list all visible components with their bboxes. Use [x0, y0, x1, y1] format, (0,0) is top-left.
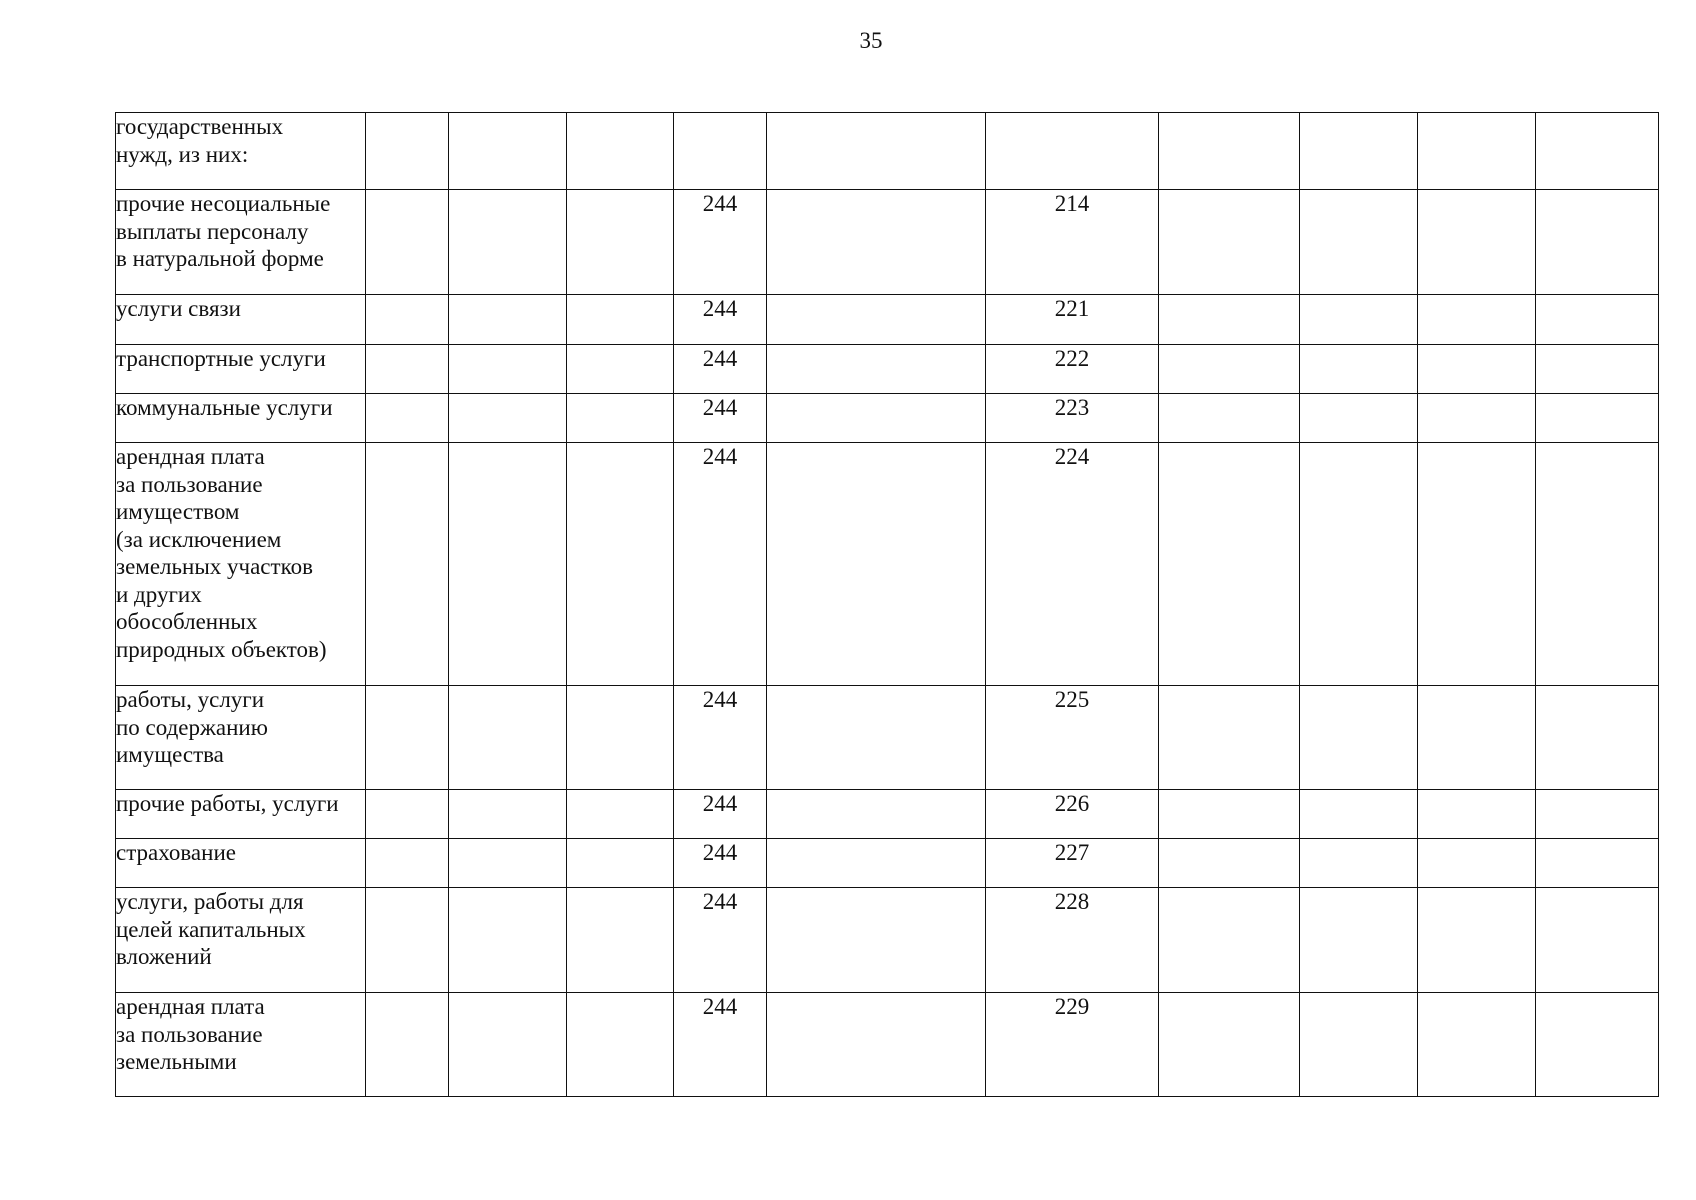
empty-cell: [449, 888, 567, 993]
row-name-line: работы, услуги: [116, 687, 265, 712]
row-name-line: по содержанию: [116, 714, 268, 740]
row-name-cell: [116, 839, 366, 888]
empty-cell: [1300, 295, 1418, 345]
empty-cell: [567, 790, 674, 839]
empty-cell: [1300, 839, 1418, 888]
empty-cell: [767, 443, 986, 686]
empty-cell: [1536, 839, 1659, 888]
spacer-cell: [366, 790, 449, 839]
empty-cell: [767, 394, 986, 443]
empty-cell: [1159, 190, 1300, 295]
kvr-code-cell: 244: [674, 295, 767, 345]
row-name-line: за пользование: [116, 1021, 263, 1047]
empty-cell: [1300, 790, 1418, 839]
empty-cell: [1536, 443, 1659, 686]
kosgu-code-cell: 227: [986, 839, 1159, 888]
empty-cell: [767, 686, 986, 790]
empty-cell: [1536, 394, 1659, 443]
spacer-cell: [366, 686, 449, 790]
table-row: [116, 295, 1659, 345]
page-number: 35: [859, 28, 883, 53]
row-name-cell: [116, 295, 366, 345]
kvr-code-cell: 244: [674, 190, 767, 295]
row-name-line: арендная плата: [116, 444, 265, 469]
row-name-cell: [116, 345, 366, 394]
row-name-line: коммунальные услуги: [116, 395, 333, 420]
empty-cell: [567, 888, 674, 993]
empty-cell: [1418, 993, 1536, 1097]
kvr-code-cell: 244: [674, 443, 767, 686]
empty-cell: [449, 839, 567, 888]
row-name-line: земельных участков: [116, 554, 313, 579]
empty-cell: [567, 345, 674, 394]
empty-cell: [449, 443, 567, 686]
row-name-line: выплаты персоналу: [116, 218, 309, 244]
empty-cell: [1159, 790, 1300, 839]
empty-cell: [1300, 888, 1418, 993]
empty-cell: [1536, 993, 1659, 1097]
row-name-cell: [116, 686, 366, 790]
empty-cell: [449, 394, 567, 443]
spacer-cell: [366, 394, 449, 443]
row-name-cell: [116, 190, 366, 295]
empty-cell: [767, 345, 986, 394]
table-row: [116, 993, 1659, 1097]
row-name-cell: [116, 993, 366, 1097]
row-name-line: страхование: [116, 840, 236, 865]
row-name-line: имуществом: [116, 499, 240, 524]
kvr-code-cell: [674, 113, 767, 190]
empty-cell: [1300, 190, 1418, 295]
empty-cell: [767, 790, 986, 839]
kvr-code-cell: 244: [674, 394, 767, 443]
empty-cell: [767, 295, 986, 345]
empty-cell: [449, 190, 567, 295]
empty-cell: [449, 345, 567, 394]
row-name-line: транспортные услуги: [116, 346, 326, 371]
empty-cell: [1418, 839, 1536, 888]
table-row: [116, 394, 1659, 443]
empty-cell: [1536, 790, 1659, 839]
empty-cell: [1418, 790, 1536, 839]
spacer-cell: [366, 443, 449, 686]
row-name-cell: [116, 394, 366, 443]
kosgu-code-cell: 229: [986, 993, 1159, 1097]
table-row: [116, 190, 1659, 295]
empty-cell: [1300, 394, 1418, 443]
row-name-line: обособленных: [116, 609, 258, 634]
kosgu-code-cell: 226: [986, 790, 1159, 839]
empty-cell: [1536, 686, 1659, 790]
row-name-line: вложений: [116, 944, 212, 969]
empty-cell: [1300, 993, 1418, 1097]
row-name-line: и других: [116, 581, 202, 607]
empty-cell: [1159, 394, 1300, 443]
row-name-line: (за исключением: [116, 526, 282, 552]
empty-cell: [1536, 888, 1659, 993]
table-row: [116, 839, 1659, 888]
empty-cell: [767, 993, 986, 1097]
empty-cell: [1159, 839, 1300, 888]
empty-cell: [1418, 113, 1536, 190]
row-name-cell: [116, 113, 366, 190]
row-name-line: имущества: [116, 742, 224, 767]
empty-cell: [567, 295, 674, 345]
spacer-cell: [366, 345, 449, 394]
row-name-cell: [116, 443, 366, 686]
empty-cell: [567, 686, 674, 790]
empty-cell: [767, 839, 986, 888]
row-name-line: услуги, работы для: [116, 889, 304, 914]
empty-cell: [1300, 345, 1418, 394]
kosgu-code-cell: 224: [986, 443, 1159, 686]
empty-cell: [1418, 190, 1536, 295]
spacer-cell: [366, 113, 449, 190]
empty-cell: [567, 394, 674, 443]
empty-cell: [1418, 345, 1536, 394]
empty-cell: [567, 839, 674, 888]
empty-cell: [1536, 295, 1659, 345]
row-name-cell: [116, 888, 366, 993]
empty-cell: [1159, 993, 1300, 1097]
empty-cell: [767, 888, 986, 993]
kosgu-code-cell: 228: [986, 888, 1159, 993]
empty-cell: [767, 113, 986, 190]
kosgu-code-cell: 222: [986, 345, 1159, 394]
empty-cell: [1159, 686, 1300, 790]
empty-cell: [1159, 888, 1300, 993]
spacer-cell: [366, 888, 449, 993]
kosgu-code-cell: 214: [986, 190, 1159, 295]
empty-cell: [449, 790, 567, 839]
kvr-code-cell: 244: [674, 345, 767, 394]
table-row: [116, 443, 1659, 686]
empty-cell: [1536, 113, 1659, 190]
kosgu-code-cell: 225: [986, 686, 1159, 790]
kosgu-code-cell: 223: [986, 394, 1159, 443]
empty-cell: [1418, 888, 1536, 993]
kvr-code-cell: 244: [674, 888, 767, 993]
empty-cell: [1536, 345, 1659, 394]
row-name-cell: [116, 790, 366, 839]
kvr-code-cell: 244: [674, 839, 767, 888]
empty-cell: [449, 113, 567, 190]
empty-cell: [1159, 113, 1300, 190]
empty-cell: [1159, 443, 1300, 686]
row-name-line: арендная плата: [116, 994, 265, 1019]
empty-cell: [1300, 443, 1418, 686]
empty-cell: [567, 190, 674, 295]
row-name-line: за пользование: [116, 471, 263, 497]
empty-cell: [1536, 190, 1659, 295]
kvr-code-cell: 244: [674, 790, 767, 839]
empty-cell: [567, 443, 674, 686]
row-name-line: государственных: [116, 114, 284, 139]
spacer-cell: [366, 993, 449, 1097]
empty-cell: [1300, 113, 1418, 190]
empty-cell: [449, 993, 567, 1097]
row-name-line: прочие несоциальные: [116, 191, 331, 216]
empty-cell: [1418, 394, 1536, 443]
row-name-line: целей капитальных: [116, 916, 306, 942]
row-name-line: природных объектов): [116, 636, 327, 662]
empty-cell: [1418, 295, 1536, 345]
table-row: [116, 888, 1659, 993]
spacer-cell: [366, 190, 449, 295]
spacer-cell: [366, 839, 449, 888]
empty-cell: [1418, 443, 1536, 686]
table-body: [116, 113, 1659, 1097]
empty-cell: [767, 190, 986, 295]
empty-cell: [567, 993, 674, 1097]
row-name-line: в натуральной форме: [116, 246, 324, 271]
kosgu-code-cell: 221: [986, 295, 1159, 345]
empty-cell: [1159, 345, 1300, 394]
empty-cell: [1300, 686, 1418, 790]
row-name-line: прочие работы, услуги: [116, 791, 339, 816]
budget-table: [115, 112, 1659, 1097]
spacer-cell: [366, 295, 449, 345]
table-row: [116, 686, 1659, 790]
row-name-line: нужд, из них:: [116, 141, 249, 167]
row-name-line: земельными: [116, 1049, 237, 1074]
empty-cell: [449, 686, 567, 790]
table-row: [116, 113, 1659, 190]
empty-cell: [1418, 686, 1536, 790]
table-row: [116, 345, 1659, 394]
kvr-code-cell: 244: [674, 993, 767, 1097]
empty-cell: [449, 295, 567, 345]
row-name-line: услуги связи: [116, 296, 241, 321]
empty-cell: [1159, 295, 1300, 345]
empty-cell: [567, 113, 674, 190]
kosgu-code-cell: [986, 113, 1159, 190]
table-row: [116, 790, 1659, 839]
kvr-code-cell: 244: [674, 686, 767, 790]
